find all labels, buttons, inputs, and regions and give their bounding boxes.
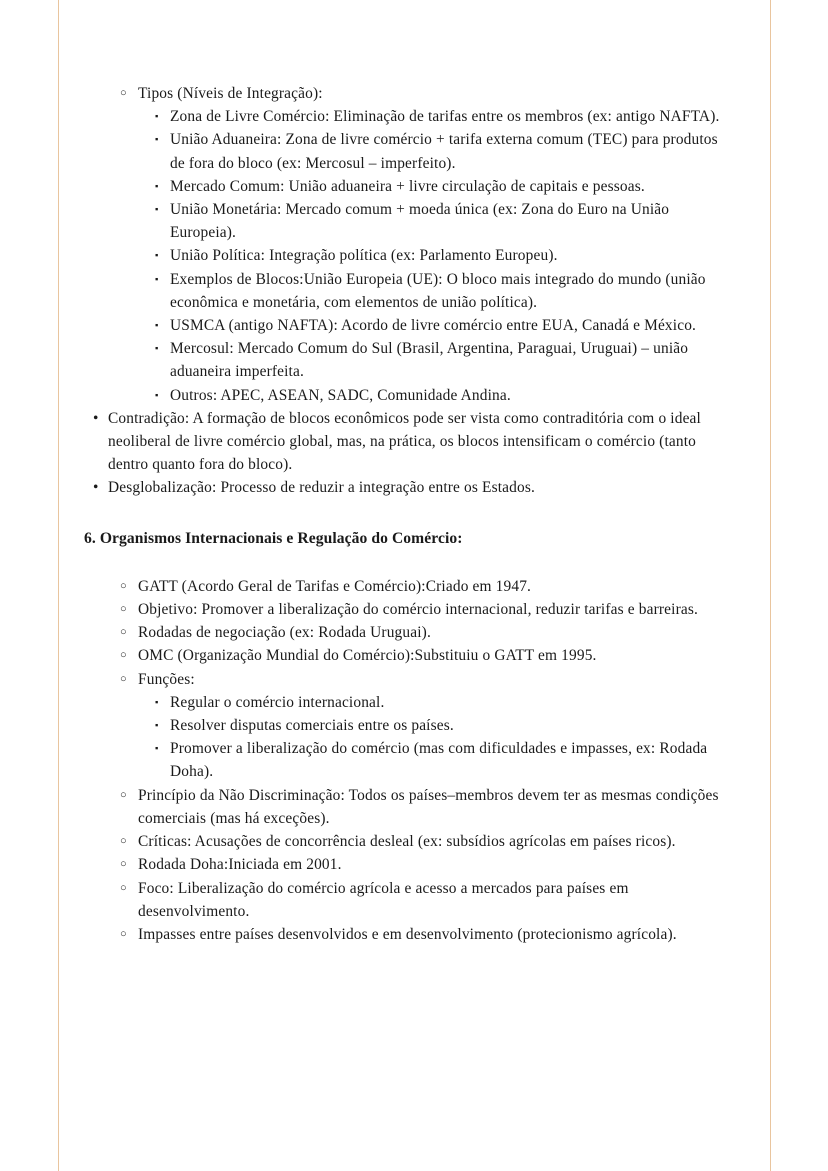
list-item — [0, 337, 828, 383]
list-item-text: Regular o comércio internacional. — [170, 693, 385, 711]
bullet-marker-level-3-icon: ▪ — [155, 390, 159, 401]
list-item-text: OMC (Organização Mundial do Comércio):Substituiu o GATT em 1995. — [138, 647, 597, 665]
list-item-text: Mercosul: Mercado Comum do Sul (Brasil, Argentina, Paraguai, Uruguai) – união aduaneira imperfeita. — [170, 340, 689, 381]
bullet-marker-level-3-icon: ▪ — [155, 274, 159, 285]
bullet-list-level-3 — [0, 691, 828, 784]
list-item-text: GATT (Acordo Geral de Tarifas e Comércio):Criado em 1947. — [138, 577, 532, 595]
bullet-marker-level-2-icon: ○ — [120, 881, 127, 894]
list-item — [0, 268, 828, 314]
bullet-marker-level-2-icon: ○ — [120, 87, 127, 99]
bullet-marker-level-2-icon: ○ — [120, 788, 127, 801]
list-item-text: Exemplos de Blocos:União Europeia (UE): O bloco mais integrado do mundo (união econômica e monetária, com elementos de união política). — [170, 270, 706, 311]
list-item-text: USMCA (antigo NAFTA): Acordo de livre comércio entre EUA, Canadá e México. — [170, 317, 697, 335]
bullet-marker-level-2-icon: ○ — [120, 603, 127, 616]
bullet-marker-level-2-icon: ○ — [120, 927, 127, 940]
list-item — [0, 175, 828, 198]
bullet-list-level-3 — [0, 105, 828, 407]
list-item — [0, 82, 828, 105]
list-item — [0, 691, 828, 714]
bullet-marker-level-3-icon: ▪ — [155, 181, 159, 192]
list-item-text: Resolver disputas comerciais entre os países. — [170, 717, 454, 735]
list-item-text: Outros: APEC, ASEAN, SADC, Comunidade Andina. — [170, 386, 511, 404]
bullet-marker-level-2-icon: ○ — [120, 626, 127, 639]
list-item — [0, 784, 828, 830]
bullet-marker-level-3-icon: ▪ — [155, 321, 159, 332]
bullet-marker-level-2-icon: ○ — [120, 672, 127, 685]
list-item — [0, 105, 828, 128]
list-item-text: Foco: Liberalização do comércio agrícola e acesso a mercados para países em desenvolvimento. — [138, 879, 629, 920]
list-item-text: União Política: Integração política (ex: Parlamento Europeu). — [170, 247, 558, 265]
list-item-text: Impasses entre países desenvolvidos e em desenvolvimento (protecionismo agrícola). — [138, 925, 677, 943]
list-item — [0, 198, 828, 244]
list-item-text: Funções: — [138, 670, 195, 688]
bullet-marker-level-3-icon: ▪ — [155, 112, 159, 123]
bullet-list-level-2 — [0, 575, 828, 691]
bullet-marker-level-3-icon: ▪ — [155, 744, 159, 755]
list-item-text: Mercado Comum: União aduaneira + livre circulação de capitais e pessoas. — [170, 177, 645, 195]
list-item-text: Críticas: Acusações de concorrência desleal (ex: subsídios agrícolas em países ricos). — [138, 833, 676, 851]
list-item — [0, 575, 828, 598]
list-item-text: Princípio da Não Discriminação: Todos os países–membros devem ter as mesmas condições comerciais (mas há exceções). — [138, 786, 719, 827]
list-item-text: Tipos (Níveis de Integração): — [138, 85, 323, 102]
list-item — [0, 407, 828, 477]
list-item-text: Desglobalização: Processo de reduzir a integração entre os Estados. — [108, 479, 535, 497]
list-item-text: União Monetária: Mercado comum + moeda única (ex: Zona do Euro na União Europeia). — [170, 201, 670, 242]
list-item-text: União Aduaneira: Zona de livre comércio + tarifa externa comum (TEC) para produtos de fora do bloco (ex: Mercosul – imperfeito). — [170, 131, 718, 172]
bullet-marker-level-1-icon: • — [93, 479, 99, 497]
top-spacer — [0, 0, 828, 82]
list-item — [0, 244, 828, 267]
bullet-marker-level-3-icon: ▪ — [155, 344, 159, 355]
bullet-marker-level-2-icon: ○ — [120, 649, 127, 662]
list-item — [0, 621, 828, 644]
list-item — [0, 714, 828, 737]
list-item — [0, 668, 828, 691]
list-item — [0, 737, 828, 783]
heading-spacer-below — [0, 550, 828, 575]
bullet-list-level-1 — [0, 407, 828, 500]
list-item — [0, 877, 828, 923]
list-item-text: Contradição: A formação de blocos econômicos pode ser vista como contraditória com o ideal neoliberal de livre comércio global, mas, na prática, os blocos intensificam o comércio (tanto dentro quanto fora do bloco). — [108, 409, 701, 474]
list-item — [0, 830, 828, 853]
list-item-text: Zona de Livre Comércio: Eliminação de tarifas entre os membros (ex: antigo NAFTA). — [170, 108, 720, 126]
bullet-marker-level-2-icon: ○ — [120, 835, 127, 848]
list-item — [0, 853, 828, 876]
bullet-marker-level-3-icon: ▪ — [155, 135, 159, 146]
bullet-marker-level-2-icon: ○ — [120, 858, 127, 871]
section-heading: 6. Organismos Internacionais e Regulação do Comércio: — [84, 529, 463, 547]
bullet-marker-level-1-icon: • — [93, 409, 99, 427]
list-item — [0, 644, 828, 667]
list-item — [0, 923, 828, 946]
bullet-marker-level-3-icon: ▪ — [155, 251, 159, 262]
list-item — [0, 384, 828, 407]
bullet-marker-level-2-icon: ○ — [120, 579, 127, 592]
heading-spacer-above — [0, 500, 828, 527]
list-item — [0, 314, 828, 337]
bullet-marker-level-3-icon: ▪ — [155, 697, 159, 708]
bullet-list-level-2 — [0, 82, 828, 105]
bullet-marker-level-3-icon: ▪ — [155, 721, 159, 732]
list-item-text: Rodada Doha:Iniciada em 2001. — [138, 856, 342, 874]
list-item — [0, 476, 828, 499]
list-item-text: Rodadas de negociação (ex: Rodada Uruguai). — [138, 624, 431, 642]
list-item-text: Promover a liberalização do comércio (mas com dificuldades e impasses, ex: Rodada Doha). — [170, 740, 708, 781]
bullet-list-level-2 — [0, 784, 828, 946]
bullet-marker-level-3-icon: ▪ — [155, 205, 159, 216]
list-item — [0, 598, 828, 621]
list-item-text: Objetivo: Promover a liberalização do comércio internacional, reduzir tarifas e barreiras. — [138, 601, 698, 619]
list-item — [0, 128, 828, 174]
